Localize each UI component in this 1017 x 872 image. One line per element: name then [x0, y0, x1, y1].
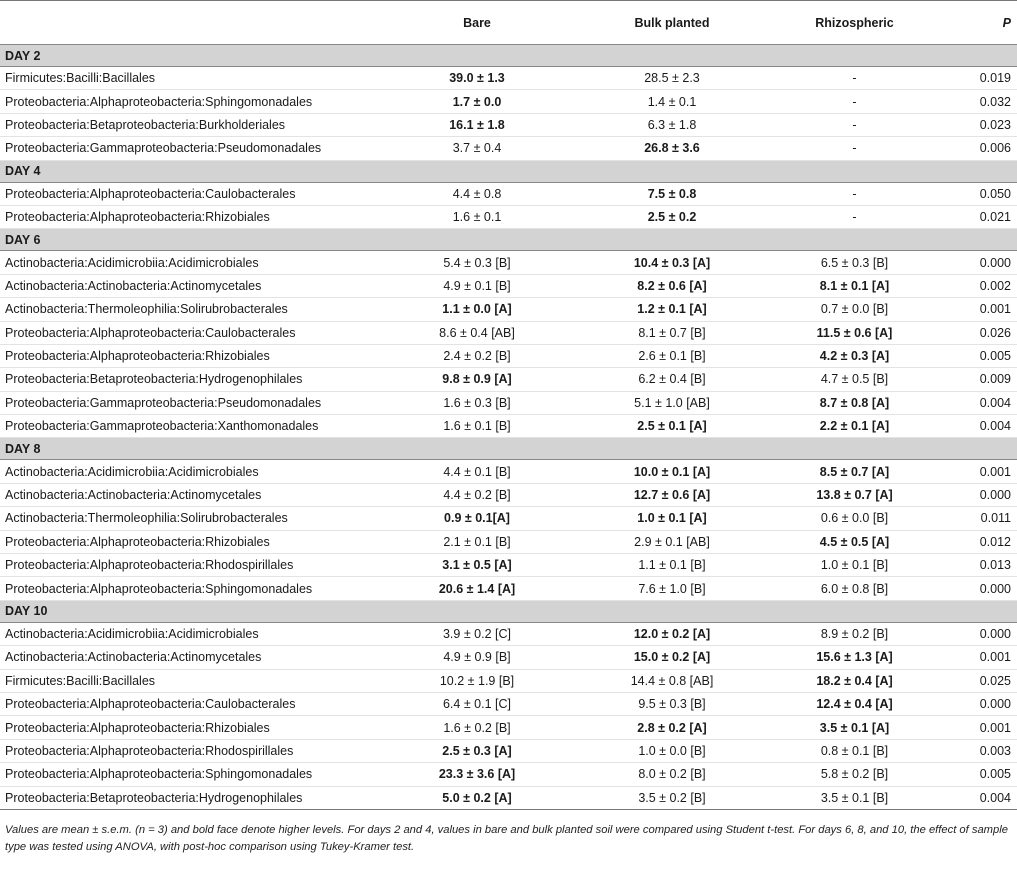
cell-taxon: Proteobacteria:Alphaproteobacteria:Rhizobiales — [0, 344, 382, 367]
header-bare: Bare — [382, 1, 572, 45]
cell-taxon: Proteobacteria:Betaproteobacteria:Hydrogenophilales — [0, 368, 382, 391]
cell-bulk-planted: 2.9 ± 0.1 [AB] — [572, 530, 772, 553]
cell-taxon: Proteobacteria:Alphaproteobacteria:Sphingomonadales — [0, 90, 382, 113]
cell-bare: 4.9 ± 0.1 [B] — [382, 274, 572, 297]
cell-taxon: Proteobacteria:Alphaproteobacteria:Rhizobiales — [0, 716, 382, 739]
cell-bulk-planted: 5.1 ± 1.0 [AB] — [572, 391, 772, 414]
section-label: DAY 2 — [0, 45, 1017, 67]
cell-bulk-planted: 14.4 ± 0.8 [AB] — [572, 669, 772, 692]
cell-rhizospheric: 0.7 ± 0.0 [B] — [772, 298, 937, 321]
table-row — [0, 274, 1017, 297]
cell-taxon: Proteobacteria:Alphaproteobacteria:Caulobacterales — [0, 321, 382, 344]
cell-rhizospheric: 12.4 ± 0.4 [A] — [772, 692, 937, 715]
cell-rhizospheric: 11.5 ± 0.6 [A] — [772, 321, 937, 344]
section-label: DAY 10 — [0, 600, 1017, 622]
cell-taxon: Proteobacteria:Gammaproteobacteria:Pseudomonadales — [0, 391, 382, 414]
table-row — [0, 368, 1017, 391]
cell-rhizospheric: 4.7 ± 0.5 [B] — [772, 368, 937, 391]
table-row — [0, 391, 1017, 414]
section-row — [0, 600, 1017, 622]
cell-p-value: 0.000 — [937, 622, 1017, 645]
table-row — [0, 113, 1017, 136]
cell-bare: 0.9 ± 0.1[A] — [382, 507, 572, 530]
table-row — [0, 251, 1017, 274]
table-row — [0, 669, 1017, 692]
table-row — [0, 415, 1017, 438]
cell-bare: 3.9 ± 0.2 [C] — [382, 622, 572, 645]
cell-rhizospheric: - — [772, 67, 937, 90]
cell-bulk-planted: 1.0 ± 0.0 [B] — [572, 739, 772, 762]
table-row — [0, 483, 1017, 506]
cell-bulk-planted: 2.8 ± 0.2 [A] — [572, 716, 772, 739]
cell-rhizospheric: 13.8 ± 0.7 [A] — [772, 483, 937, 506]
section-label: DAY 6 — [0, 229, 1017, 251]
cell-bulk-planted: 1.2 ± 0.1 [A] — [572, 298, 772, 321]
cell-bare: 5.4 ± 0.3 [B] — [382, 251, 572, 274]
header-bulk-planted: Bulk planted — [572, 1, 772, 45]
cell-p-value: 0.003 — [937, 739, 1017, 762]
table-row — [0, 622, 1017, 645]
cell-taxon: Actinobacteria:Thermoleophilia:Solirubrobacterales — [0, 298, 382, 321]
cell-bare: 4.4 ± 0.8 — [382, 182, 572, 205]
table-row — [0, 507, 1017, 530]
cell-rhizospheric: 6.0 ± 0.8 [B] — [772, 577, 937, 600]
cell-p-value: 0.001 — [937, 298, 1017, 321]
cell-taxon: Proteobacteria:Alphaproteobacteria:Rhodospirillales — [0, 739, 382, 762]
table-row — [0, 646, 1017, 669]
cell-bulk-planted: 8.2 ± 0.6 [A] — [572, 274, 772, 297]
cell-p-value: 0.050 — [937, 182, 1017, 205]
cell-rhizospheric: - — [772, 137, 937, 160]
cell-bare: 1.6 ± 0.1 [B] — [382, 415, 572, 438]
table-row — [0, 763, 1017, 786]
cell-p-value: 0.032 — [937, 90, 1017, 113]
cell-p-value: 0.001 — [937, 460, 1017, 483]
cell-bare: 2.5 ± 0.3 [A] — [382, 739, 572, 762]
header-rhizospheric: Rhizospheric — [772, 1, 937, 45]
cell-rhizospheric: 0.6 ± 0.0 [B] — [772, 507, 937, 530]
cell-bare: 10.2 ± 1.9 [B] — [382, 669, 572, 692]
cell-p-value: 0.000 — [937, 577, 1017, 600]
cell-bulk-planted: 1.1 ± 0.1 [B] — [572, 554, 772, 577]
cell-bare: 1.6 ± 0.1 — [382, 205, 572, 228]
cell-rhizospheric: 8.7 ± 0.8 [A] — [772, 391, 937, 414]
cell-p-value: 0.026 — [937, 321, 1017, 344]
cell-rhizospheric: 4.2 ± 0.3 [A] — [772, 344, 937, 367]
header-taxon — [0, 1, 382, 45]
cell-bare: 4.4 ± 0.2 [B] — [382, 483, 572, 506]
cell-bulk-planted: 2.6 ± 0.1 [B] — [572, 344, 772, 367]
cell-bulk-planted: 6.2 ± 0.4 [B] — [572, 368, 772, 391]
cell-bare: 23.3 ± 3.6 [A] — [382, 763, 572, 786]
cell-rhizospheric: 18.2 ± 0.4 [A] — [772, 669, 937, 692]
cell-rhizospheric: 6.5 ± 0.3 [B] — [772, 251, 937, 274]
cell-rhizospheric: 8.1 ± 0.1 [A] — [772, 274, 937, 297]
table-row — [0, 344, 1017, 367]
cell-rhizospheric: - — [772, 113, 937, 136]
cell-p-value: 0.019 — [937, 67, 1017, 90]
cell-taxon: Proteobacteria:Alphaproteobacteria:Sphingomonadales — [0, 763, 382, 786]
cell-bulk-planted: 7.5 ± 0.8 — [572, 182, 772, 205]
cell-bare: 4.9 ± 0.9 [B] — [382, 646, 572, 669]
cell-bulk-planted: 15.0 ± 0.2 [A] — [572, 646, 772, 669]
section-label: DAY 4 — [0, 160, 1017, 182]
cell-bulk-planted: 1.0 ± 0.1 [A] — [572, 507, 772, 530]
cell-bare: 1.7 ± 0.0 — [382, 90, 572, 113]
cell-p-value: 0.012 — [937, 530, 1017, 553]
cell-taxon: Proteobacteria:Betaproteobacteria:Burkholderiales — [0, 113, 382, 136]
table-row — [0, 692, 1017, 715]
cell-taxon: Proteobacteria:Alphaproteobacteria:Rhizobiales — [0, 530, 382, 553]
cell-p-value: 0.000 — [937, 251, 1017, 274]
section-row — [0, 160, 1017, 182]
table-row — [0, 460, 1017, 483]
table-row — [0, 716, 1017, 739]
cell-bulk-planted: 28.5 ± 2.3 — [572, 67, 772, 90]
cell-taxon: Proteobacteria:Gammaproteobacteria:Xanthomonadales — [0, 415, 382, 438]
cell-taxon: Proteobacteria:Alphaproteobacteria:Caulobacterales — [0, 692, 382, 715]
table-body — [0, 45, 1017, 810]
cell-bare: 2.4 ± 0.2 [B] — [382, 344, 572, 367]
cell-bare: 39.0 ± 1.3 — [382, 67, 572, 90]
cell-rhizospheric: - — [772, 205, 937, 228]
cell-bulk-planted: 2.5 ± 0.2 — [572, 205, 772, 228]
cell-bare: 3.7 ± 0.4 — [382, 137, 572, 160]
section-row — [0, 45, 1017, 67]
section-row — [0, 438, 1017, 460]
cell-bulk-planted: 7.6 ± 1.0 [B] — [572, 577, 772, 600]
cell-p-value: 0.004 — [937, 391, 1017, 414]
cell-bare: 20.6 ± 1.4 [A] — [382, 577, 572, 600]
cell-rhizospheric: 8.9 ± 0.2 [B] — [772, 622, 937, 645]
cell-bare: 3.1 ± 0.5 [A] — [382, 554, 572, 577]
cell-bulk-planted: 2.5 ± 0.1 [A] — [572, 415, 772, 438]
cell-p-value: 0.002 — [937, 274, 1017, 297]
cell-bare: 1.6 ± 0.2 [B] — [382, 716, 572, 739]
cell-bare: 9.8 ± 0.9 [A] — [382, 368, 572, 391]
cell-taxon: Actinobacteria:Acidimicrobiia:Acidimicrobiales — [0, 251, 382, 274]
cell-rhizospheric: 15.6 ± 1.3 [A] — [772, 646, 937, 669]
cell-bulk-planted: 9.5 ± 0.3 [B] — [572, 692, 772, 715]
cell-p-value: 0.005 — [937, 344, 1017, 367]
cell-bulk-planted: 12.7 ± 0.6 [A] — [572, 483, 772, 506]
cell-bare: 1.1 ± 0.0 [A] — [382, 298, 572, 321]
cell-taxon: Actinobacteria:Acidimicrobiia:Acidimicrobiales — [0, 622, 382, 645]
table-row — [0, 205, 1017, 228]
cell-bulk-planted: 1.4 ± 0.1 — [572, 90, 772, 113]
cell-rhizospheric: 8.5 ± 0.7 [A] — [772, 460, 937, 483]
cell-bare: 5.0 ± 0.2 [A] — [382, 786, 572, 809]
cell-p-value: 0.004 — [937, 415, 1017, 438]
cell-rhizospheric: 1.0 ± 0.1 [B] — [772, 554, 937, 577]
cell-p-value: 0.013 — [937, 554, 1017, 577]
table-row — [0, 67, 1017, 90]
cell-p-value: 0.025 — [937, 669, 1017, 692]
cell-p-value: 0.000 — [937, 692, 1017, 715]
cell-bulk-planted: 12.0 ± 0.2 [A] — [572, 622, 772, 645]
table-header — [0, 1, 1017, 45]
table-row — [0, 577, 1017, 600]
cell-taxon: Proteobacteria:Gammaproteobacteria:Pseudomonadales — [0, 137, 382, 160]
cell-p-value: 0.001 — [937, 716, 1017, 739]
cell-bulk-planted: 10.0 ± 0.1 [A] — [572, 460, 772, 483]
cell-p-value: 0.000 — [937, 483, 1017, 506]
cell-bare: 1.6 ± 0.3 [B] — [382, 391, 572, 414]
cell-rhizospheric: 0.8 ± 0.1 [B] — [772, 739, 937, 762]
cell-rhizospheric: 4.5 ± 0.5 [A] — [772, 530, 937, 553]
table-row — [0, 321, 1017, 344]
cell-p-value: 0.005 — [937, 763, 1017, 786]
table-row — [0, 554, 1017, 577]
table-row — [0, 137, 1017, 160]
table-row — [0, 182, 1017, 205]
cell-p-value: 0.011 — [937, 507, 1017, 530]
cell-bulk-planted: 8.1 ± 0.7 [B] — [572, 321, 772, 344]
table-row — [0, 298, 1017, 321]
cell-bulk-planted: 26.8 ± 3.6 — [572, 137, 772, 160]
cell-p-value: 0.021 — [937, 205, 1017, 228]
table-footnote: Values are mean ± s.e.m. (n = 3) and bold face denote higher levels. For days 2 and 4, values in bare and bulk planted soil were compared using Student t-test. For days 6, 8, and 10, the effect of sample type was tested using ANOVA, with post-hoc comparison using Tukey-Kramer test. — [5, 824, 1008, 853]
cell-taxon: Proteobacteria:Alphaproteobacteria:Sphingomonadales — [0, 577, 382, 600]
cell-taxon: Actinobacteria:Acidimicrobiia:Acidimicrobiales — [0, 460, 382, 483]
cell-bulk-planted: 6.3 ± 1.8 — [572, 113, 772, 136]
cell-taxon: Firmicutes:Bacilli:Bacillales — [0, 67, 382, 90]
cell-rhizospheric: 3.5 ± 0.1 [A] — [772, 716, 937, 739]
cell-rhizospheric: 3.5 ± 0.1 [B] — [772, 786, 937, 809]
cell-p-value: 0.023 — [937, 113, 1017, 136]
cell-taxon: Firmicutes:Bacilli:Bacillales — [0, 669, 382, 692]
cell-bulk-planted: 3.5 ± 0.2 [B] — [572, 786, 772, 809]
cell-rhizospheric: - — [772, 182, 937, 205]
cell-bulk-planted: 8.0 ± 0.2 [B] — [572, 763, 772, 786]
cell-bare: 4.4 ± 0.1 [B] — [382, 460, 572, 483]
table-row — [0, 786, 1017, 809]
table-row — [0, 739, 1017, 762]
cell-bulk-planted: 10.4 ± 0.3 [A] — [572, 251, 772, 274]
cell-bare: 16.1 ± 1.8 — [382, 113, 572, 136]
cell-taxon: Actinobacteria:Actinobacteria:Actinomycetales — [0, 274, 382, 297]
cell-bare: 8.6 ± 0.4 [AB] — [382, 321, 572, 344]
cell-rhizospheric: - — [772, 90, 937, 113]
section-row — [0, 229, 1017, 251]
cell-taxon: Actinobacteria:Thermoleophilia:Solirubrobacterales — [0, 507, 382, 530]
cell-p-value: 0.006 — [937, 137, 1017, 160]
cell-taxon: Proteobacteria:Betaproteobacteria:Hydrogenophilales — [0, 786, 382, 809]
cell-p-value: 0.009 — [937, 368, 1017, 391]
cell-p-value: 0.004 — [937, 786, 1017, 809]
cell-rhizospheric: 2.2 ± 0.1 [A] — [772, 415, 937, 438]
cell-taxon: Proteobacteria:Alphaproteobacteria:Rhizobiales — [0, 205, 382, 228]
cell-rhizospheric: 5.8 ± 0.2 [B] — [772, 763, 937, 786]
cell-bare: 2.1 ± 0.1 [B] — [382, 530, 572, 553]
cell-taxon: Proteobacteria:Alphaproteobacteria:Caulobacterales — [0, 182, 382, 205]
cell-taxon: Actinobacteria:Actinobacteria:Actinomycetales — [0, 646, 382, 669]
table-row — [0, 90, 1017, 113]
cell-p-value: 0.001 — [937, 646, 1017, 669]
header-row — [0, 1, 1017, 45]
cell-taxon: Proteobacteria:Alphaproteobacteria:Rhodospirillales — [0, 554, 382, 577]
section-label: DAY 8 — [0, 438, 1017, 460]
header-p-value: P — [937, 1, 1017, 45]
cell-taxon: Actinobacteria:Actinobacteria:Actinomycetales — [0, 483, 382, 506]
table-row — [0, 530, 1017, 553]
cell-bare: 6.4 ± 0.1 [C] — [382, 692, 572, 715]
